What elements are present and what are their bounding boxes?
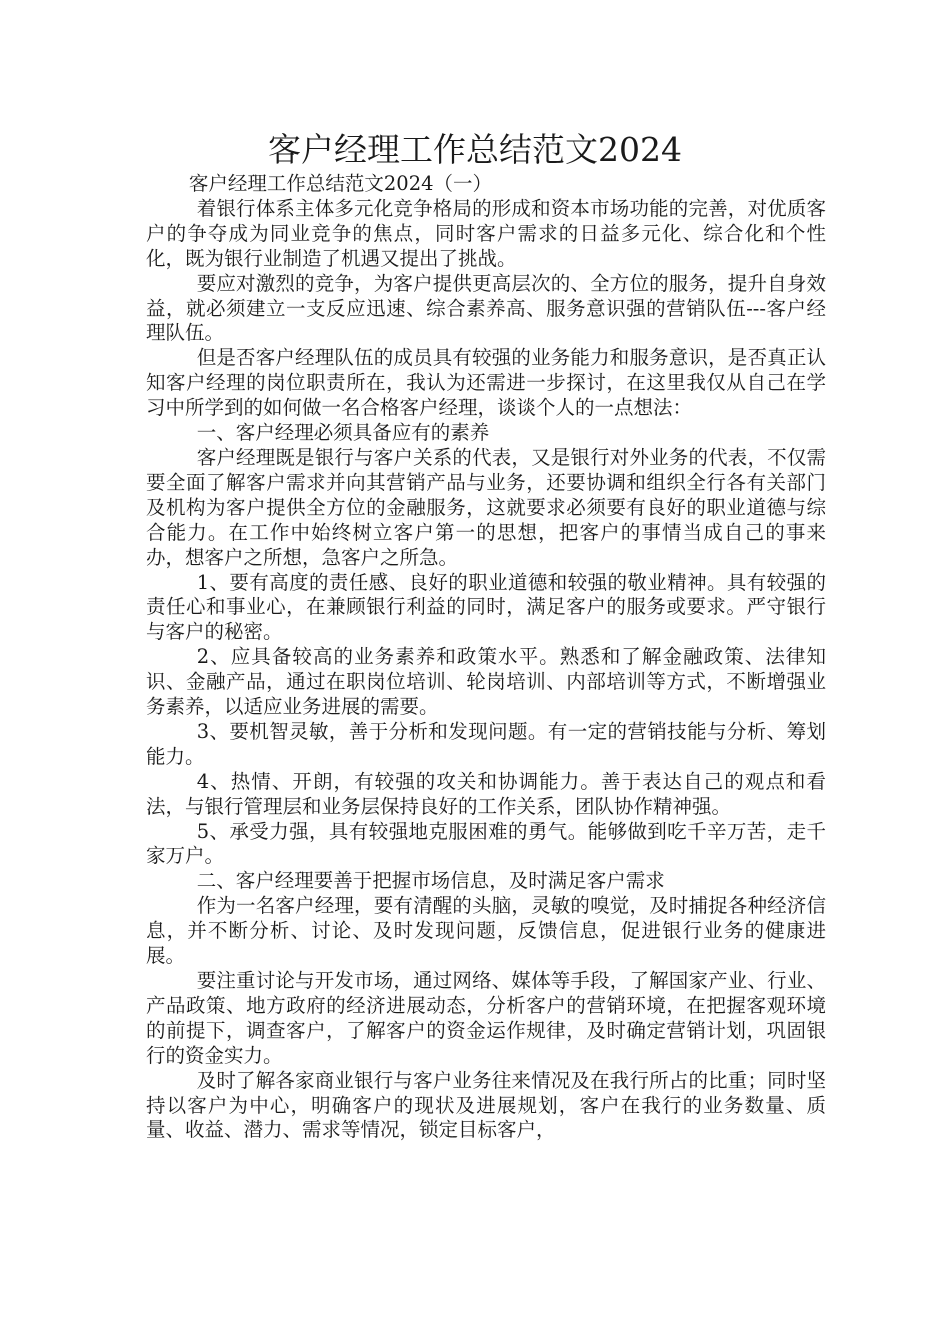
list-item: 4、热情、开朗，有较强的攻关和协调能力。善于表达自己的观点和看法，与银行管理层和业务层保持良好的工作关系，团队协作精神强。 — [146, 769, 826, 818]
paragraph: 要注重讨论与开发市场，通过网络、媒体等手段，了解国家产业、行业、产品政策、地方政府的经济进展动态，分析客户的营销环境，在把握客观环境的前提下，调查客户，了解客户的资金运作规律，及时确定营销计划，巩固银行的资金实力。 — [146, 969, 826, 1067]
list-item: 1、要有高度的责任感、良好的职业道德和较强的敬业精神。具有较强的责任心和事业心，在兼顾银行利益的同时，满足客户的服务或要求。严守银行与客户的秘密。 — [146, 570, 826, 644]
section-heading: 一、客户经理必须具备应有的素养 — [196, 421, 490, 445]
document-title: 客户经理工作总结范文2024 — [268, 130, 682, 169]
list-item: 2、应具备较高的业务素养和政策水平。熟悉和了解金融政策、法律知识、金融产品，通过在职岗位培训、轮岗培训、内部培训等方式，不断增强业务素养，以适应业务进展的需要。 — [146, 645, 826, 719]
paragraph: 但是否客户经理队伍的成员具有较强的业务能力和服务意识，是否真正认知客户经理的岗位职责所在，我认为还需进一步探讨，在这里我仅从自己在学习中所学到的如何做一名合格客户经理，谈谈个人的一点想法： — [146, 346, 826, 420]
paragraph: 要应对激烈的竞争，为客户提供更高层次的、全方位的服务，提升自身效益，就必须建立一支反应迅速、综合素养高、服务意识强的营销队伍---客户经理队伍。 — [146, 271, 826, 345]
paragraph: 及时了解各家商业银行与客户业务往来情况及在我行所占的比重；同时坚持以客户为中心，明确客户的现状及进展规划，客户在我行的业务数量、质量、收益、潜力、需求等情况，锁定目标客户， — [146, 1068, 826, 1142]
paragraph: 客户经理既是银行与客户关系的代表，又是银行对外业务的代表，不仅需要全面了解客户需求并向其营销产品与业务，还要协调和组织全行各有关部门及机构为客户提供全方位的金融服务，这就要求必须要有良好的职业道德与综合能力。在工作中始终树立客户第一的思想，把客户的事情当成自己的事来办，想客户之所想，急客户之所急。 — [146, 445, 826, 569]
paragraph: 着银行体系主体多元化竞争格局的形成和资本市场功能的完善，对优质客户的争夺成为同业竞争的焦点，同时客户需求的日益多元化、综合化和个性化，既为银行业制造了机遇又提出了挑战。 — [146, 196, 826, 270]
list-item: 3、要机智灵敏，善于分析和发现问题。有一定的营销技能与分析、筹划能力。 — [146, 719, 826, 768]
list-item: 5、承受力强，具有较强地克服困难的勇气。能够做到吃千辛万苦，走千家万户。 — [146, 819, 826, 868]
paragraph: 作为一名客户经理，要有清醒的头脑，灵敏的嗅觉，及时捕捉各种经济信息，并不断分析、讨论、及时发现问题，反馈信息，促进银行业务的健康进展。 — [146, 894, 826, 968]
section-heading: 二、客户经理要善于把握市场信息，及时满足客户需求 — [196, 869, 665, 893]
document-body — [146, 172, 826, 1143]
section-subtitle: 客户经理工作总结范文2024（一） — [188, 172, 493, 195]
